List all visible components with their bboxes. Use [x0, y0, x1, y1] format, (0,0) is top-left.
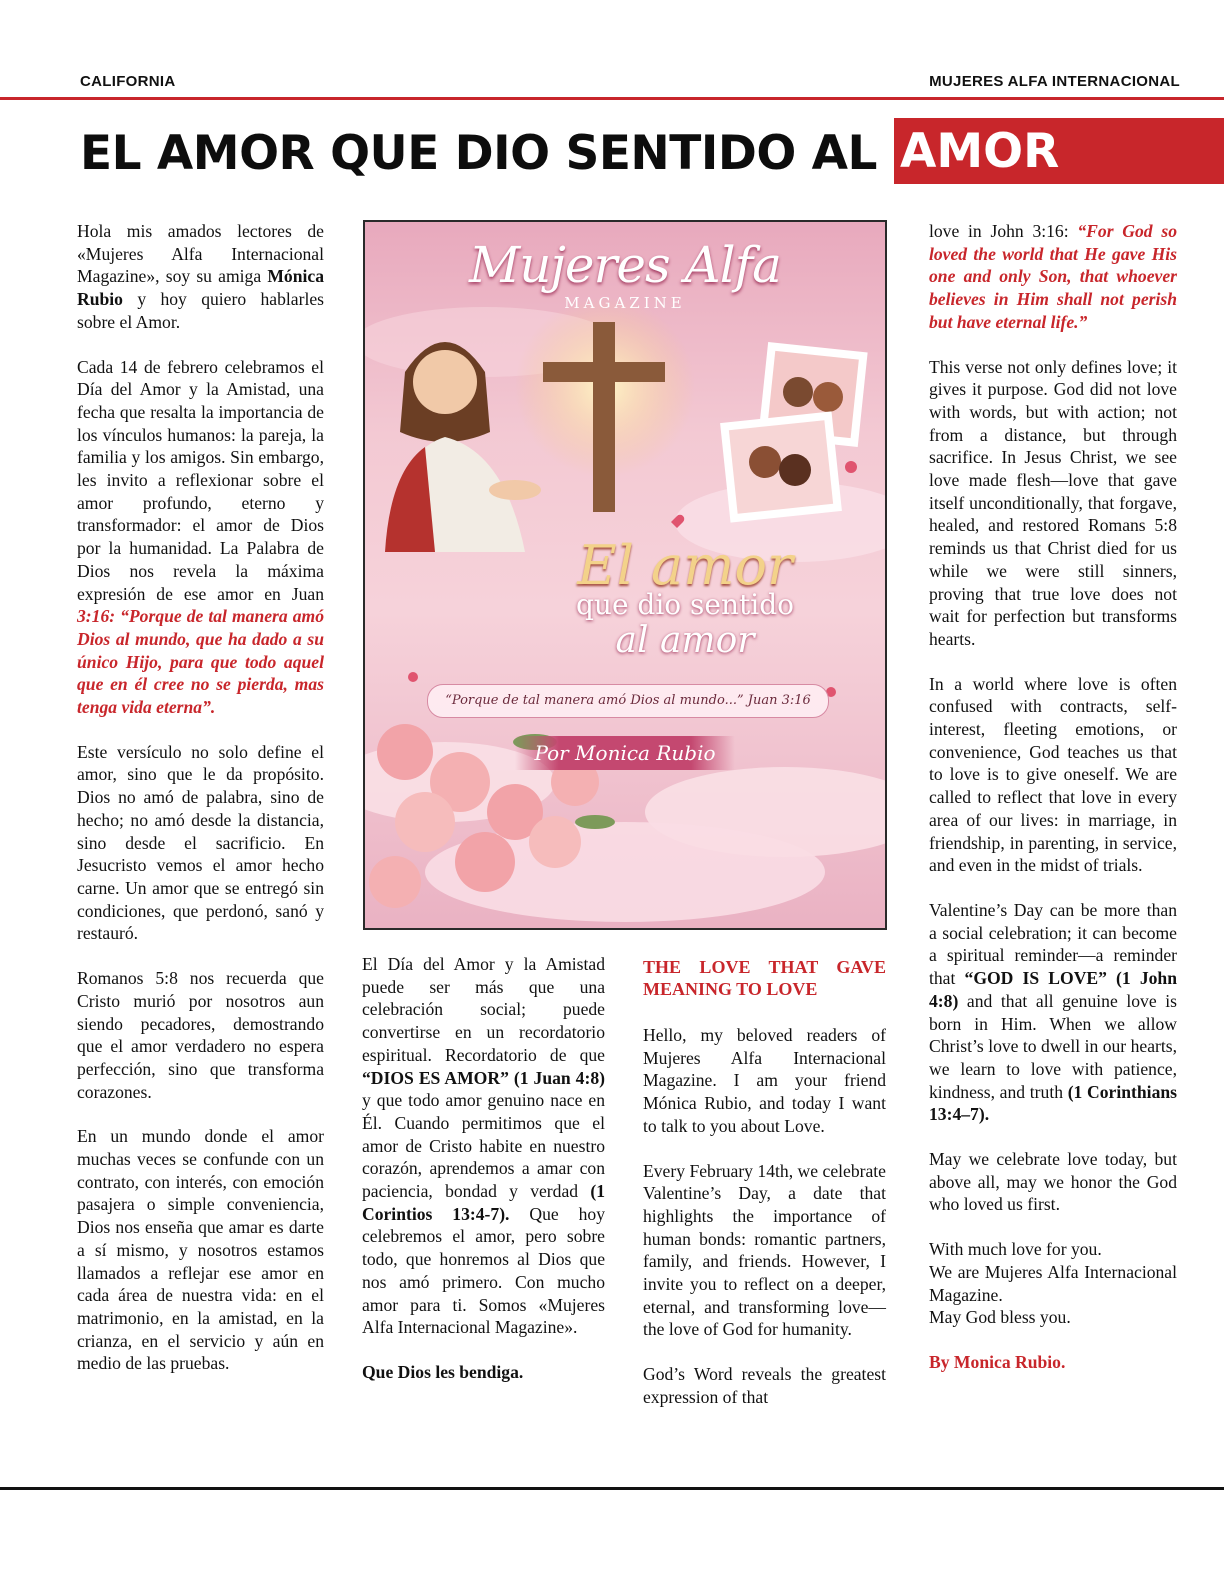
paragraph — [77, 220, 324, 334]
bible-reference: (1 Corintios 13:4-7). — [362, 1181, 605, 1224]
paragraph: In a world where love is often confused with contracts, self-interest, fleeting emotions, or convenience, God teaches us that to love is to give oneself. We are called to reflect that love in every area of our lives: in marriage, in friendship, in parenting, in service, and even in the midst of trials. — [929, 673, 1177, 876]
article-column-4 — [929, 220, 1177, 1396]
magazine-cover-image — [363, 220, 887, 930]
text: El Día del Amor y la Amistad puede ser más que una celebración social; puede convertirse en un recordatorio espiritual. Recordatorio de que — [362, 954, 605, 1065]
paragraph: This verse not only defines love; it gives it purpose. God did not love with words, but with action; not from a distance, but through sacrifice. In Jesus Christ, we see love made flesh—love that gave itself unconditionally, that forgave, healed, and restored Romans 5:8 reminds us that Christ died for us while we were still sinners, proving that true love does not wait for perfection but transforms hearts. — [929, 356, 1177, 649]
closing-paragraph — [929, 1238, 1177, 1329]
paragraph: May we celebrate love today, but above all, may we honor the God who loved us first. — [929, 1149, 1177, 1215]
footer-divider — [0, 1487, 1224, 1490]
cover-author: Por Monica Rubio — [515, 736, 735, 770]
cover-feature-line1: El amor — [577, 534, 793, 597]
paragraph — [929, 899, 1177, 1126]
text: Hola mis amados lectores de «Mujeres Alfa Internacional Magazine», soy su amiga — [77, 221, 324, 287]
paragraph: Every February 14th, we celebrate Valentine’s Day, a date that highlights the importance of human bonds: romantic partners, family, and friends. However, I invite you to reflect on a deeper, eternal, and transforming love—the love of God for humanity. — [643, 1160, 886, 1340]
text: y hoy quiero hablarles sobre el Amor. — [77, 289, 324, 332]
text: and that all genuine love is born in Him. When we allow Christ’s love to dwell in our hearts, we learn to love with patience, kindness, and truth — [929, 990, 1177, 1102]
text: May God bless you. — [929, 1307, 1071, 1328]
bible-reference: (1 Corinthians 13:4–7). — [929, 1081, 1177, 1125]
text: Cada 14 de febrero celebramos el Día del Amor y la Amistad, una fecha que resalta la importancia de los vínculos humanos: la pareja, la familia y los amigos. Sin embargo, les invito a reflexionar sobre el amor profundo, eterno y transformador: el amor de Dios por la humanidad. La Palabra de Dios nos revela la máxima expresión de ese amor en Juan — [77, 356, 324, 604]
bible-reference: “GOD IS LOVE” (1 John 4:8) — [929, 968, 1178, 1011]
cover-quote: “Porque de tal manera amó Dios al mundo...” Juan 3:16 — [427, 684, 829, 718]
closing-blessing: Que Dios les bendiga. — [362, 1361, 524, 1382]
couple-photo-2 — [720, 411, 842, 522]
signature: By Monica Rubio. — [929, 1351, 1066, 1372]
cover-title: Mujeres Alfa — [469, 236, 781, 294]
paragraph: God’s Word reveals the greatest expression of that — [643, 1364, 886, 1407]
bible-reference: “DIOS ES AMOR” (1 Juan 4:8) — [362, 1067, 605, 1088]
section-title: THE LOVE THAT GAVE MEANING TO LOVE — [643, 957, 886, 999]
text: Valentine’s Day can be more than a social celebration; it can become a spiritual reminder—a reminder that — [929, 899, 1177, 989]
header-location: CALIFORNIA — [80, 73, 176, 90]
text: love in John 3:16: — [929, 221, 1078, 241]
paragraph: Hello, my beloved readers of Mujeres Alfa Internacional Magazine. I am your friend Mónica Rubio, and today I want to talk to you about Love. — [643, 1025, 886, 1136]
article-column-2 — [362, 953, 605, 1406]
paragraph — [77, 356, 324, 719]
paragraph — [362, 953, 605, 1339]
cover-feature-line3: al amor — [615, 620, 755, 661]
article-column-3 — [643, 956, 886, 1431]
paragraph: En un mundo donde el amor muchas veces se confunde con un contrato, con interés, con emoción pasajera o simple conveniencia, Dios nos enseña que amar es darte a sí mismo, y nosotros estamos llamados a reflejar ese amor en cada área de nuestra vida: en el matrimonio, en la amistad, en la crianza, en el servicio y aún en medio de las pruebas. — [77, 1126, 324, 1374]
bible-verse: 3:16: “Porque de tal manera amó Dios al mundo, que ha dado a su único Hijo, para que todo aquel que en él cree no se pierda, mas tenga vida eterna”. — [77, 606, 324, 718]
text: With much love for you. — [929, 1239, 1102, 1260]
bible-verse: “For God so loved the world that He gave His one and only Son, that whoever believes in Him shall not perish but have eternal life.” — [929, 221, 1177, 332]
cover-feature-line2: que dio sentido — [575, 588, 795, 621]
paragraph: Romanos 5:8 nos recuerda que Cristo murió por nosotros aun siendo pecadores, demostrando que el amor verdadero no espera perfección, sino que transforma corazones. — [77, 968, 324, 1102]
article-column-1 — [77, 220, 324, 1397]
headline: EL AMOR QUE DIO SENTIDO AL — [80, 126, 877, 181]
paragraph: Este versículo no solo define el amor, sino que le da propósito. Dios no amó de palabra, sino de hecho; no amó desde la distancia, sino desde el sacrificio. En Jesucristo vemos el amor hecho carne. Un amor que se entregó sin condiciones, que perdonó, sanó y restauró. — [77, 741, 324, 944]
cover-subtitle: MAGAZINE — [564, 294, 686, 312]
text: Que hoy celebremos el amor, pero sobre todo, que honremos al Dios que nos amó primero. Con mucho amor para ti. Somos «Mujeres Alfa Internacional Magazine». — [362, 1203, 606, 1338]
text: We are Mujeres Alfa Internacional Magazine. — [929, 1261, 1177, 1305]
header-publication: MUJERES ALFA INTERNACIONAL — [929, 73, 1180, 90]
headline-accent: AMOR — [894, 118, 1224, 184]
text: y que todo amor genuino nace en Él. Cuando permitimos que el amor de Cristo habite en nuestro corazón, aprendemos a amar con paciencia, bondad y verdad — [362, 1090, 605, 1202]
author-name: Mónica Rubio — [77, 266, 324, 310]
paragraph — [929, 220, 1177, 334]
header-divider — [0, 97, 1224, 100]
